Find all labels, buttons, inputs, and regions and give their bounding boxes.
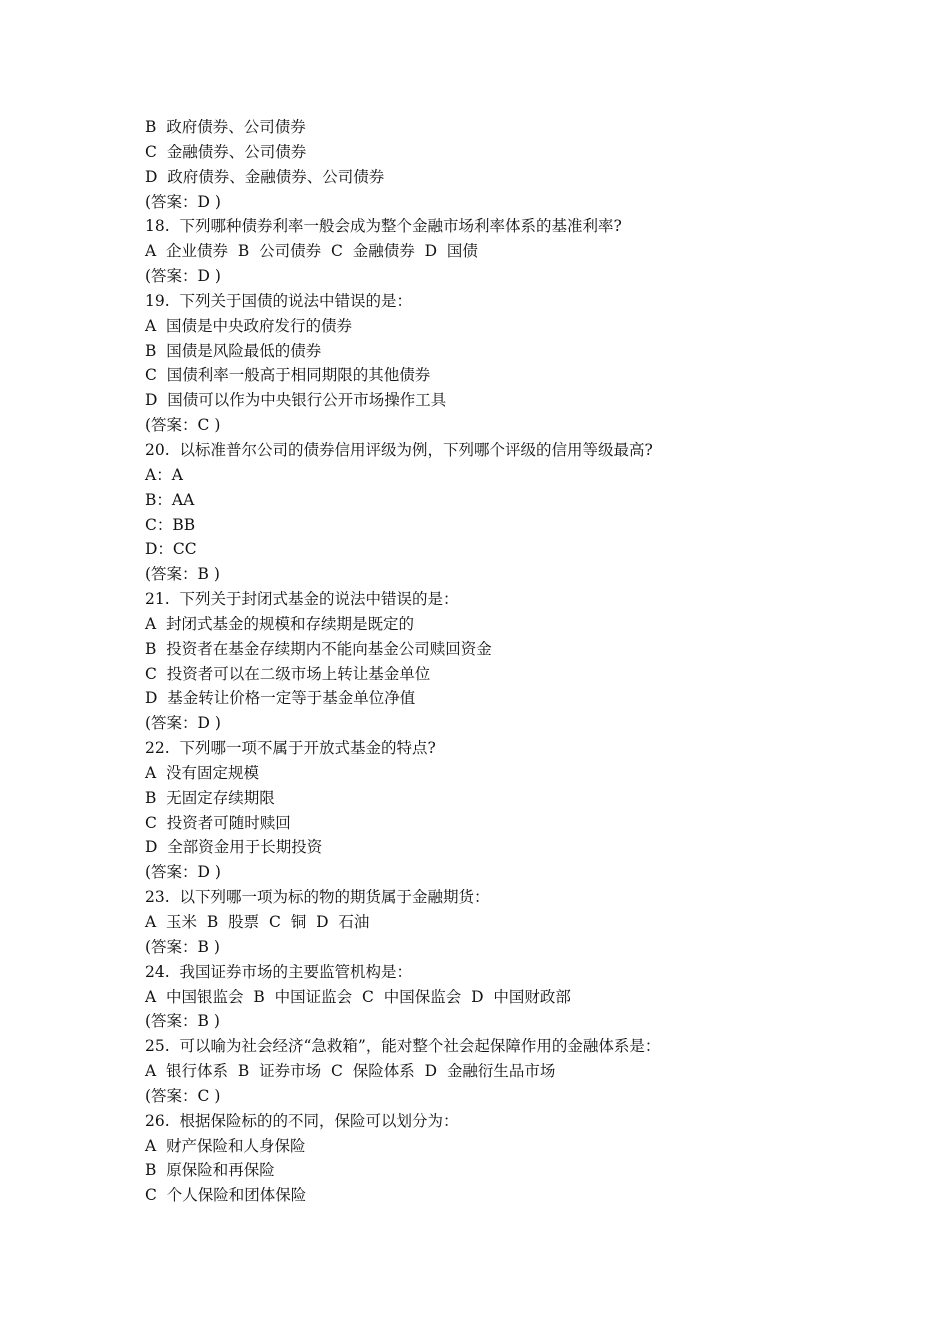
text-line: D：CC [145,540,197,559]
text-line: B 投资者在基金存续期内不能向基金公司赎回资金 [145,639,492,658]
text-line: C 金融债券、公司债券 [145,142,307,161]
text-line: A：A [145,465,183,484]
answer-line: (答案：D ) [145,267,221,286]
text-line: B 无固定存续期限 [145,788,275,807]
text-line: A 没有固定规模 [145,763,260,782]
text-line: A 封闭式基金的规模和存续期是既定的 [145,614,415,633]
answer-line: (答案：B ) [145,1012,220,1031]
answer-line: (答案：C ) [145,1086,221,1105]
question-21: 21. 下列关于封闭式基金的说法中错误的是： [145,590,459,609]
text-line: C 投资者可以在二级市场上转让基金单位 [145,664,431,683]
text-line: A 玉米 B 股票 C 铜 D 石油 [145,913,370,931]
answer-line: (答案：D ) [145,714,221,733]
text-line: D 国债可以作为中央银行公开市场操作工具 [145,391,447,410]
answer-line: (答案：B ) [145,937,220,956]
text-line: D 政府债券、金融债券、公司债券 [145,167,385,186]
question-19: 19. 下列关于国债的说法中错误的是： [145,291,413,310]
question-22: 22. 下列哪一项不属于开放式基金的特点? [145,739,436,758]
text-line: A 国债是中央政府发行的债券 [145,316,353,335]
document-page [145,115,865,1208]
text-line: C 投资者可随时赎回 [145,813,291,832]
text-line: B 原保险和再保险 [145,1161,275,1180]
answer-line: (答案：D ) [145,863,221,882]
answer-line: (答案：C ) [145,416,221,435]
answer-line: (答案：D ) [145,192,221,211]
text-line: A 银行体系 B 证券市场 C 保险体系 D 金融衍生品市场 [145,1062,556,1081]
text-line: A 财产保险和人身保险 [145,1136,306,1155]
text-line: B 政府债券、公司债券 [145,118,306,136]
text-line: C：BB [145,515,196,534]
question-20: 20. 以标准普尔公司的债券信用评级为例，下列哪个评级的信用等级最高? [145,440,653,459]
question-26: 26. 根据保险标的的不同，保险可以划分为： [145,1111,459,1130]
text-line: A 中国银监会 B 中国证监会 C 中国保监会 D 中国财政部 [145,987,571,1006]
question-18: 18. 下列哪种债券利率一般会成为整个金融市场利率体系的基准利率? [145,217,622,236]
text-line: B：AA [145,490,195,509]
text-line: D 全部资金用于长期投资 [145,838,323,857]
text-line: C 个人保险和团体保险 [145,1186,307,1205]
text-line: C 国债利率一般高于相同期限的其他债券 [145,366,431,385]
question-24: 24. 我国证券市场的主要监管机构是： [145,962,413,981]
text-line: B 国债是风险最低的债券 [145,341,322,360]
answer-line: (答案：B ) [145,565,220,584]
question-23: 23. 以下列哪一项为标的物的期货属于金融期货： [145,888,490,907]
text-line: D 基金转让价格一定等于基金单位净值 [145,689,416,708]
question-25: 25. 可以喻为社会经济“急救箱”，能对整个社会起保障作用的金融体系是： [145,1037,661,1056]
text-line: A 企业债券 B 公司债券 C 金融债券 D 国债 [145,242,478,261]
